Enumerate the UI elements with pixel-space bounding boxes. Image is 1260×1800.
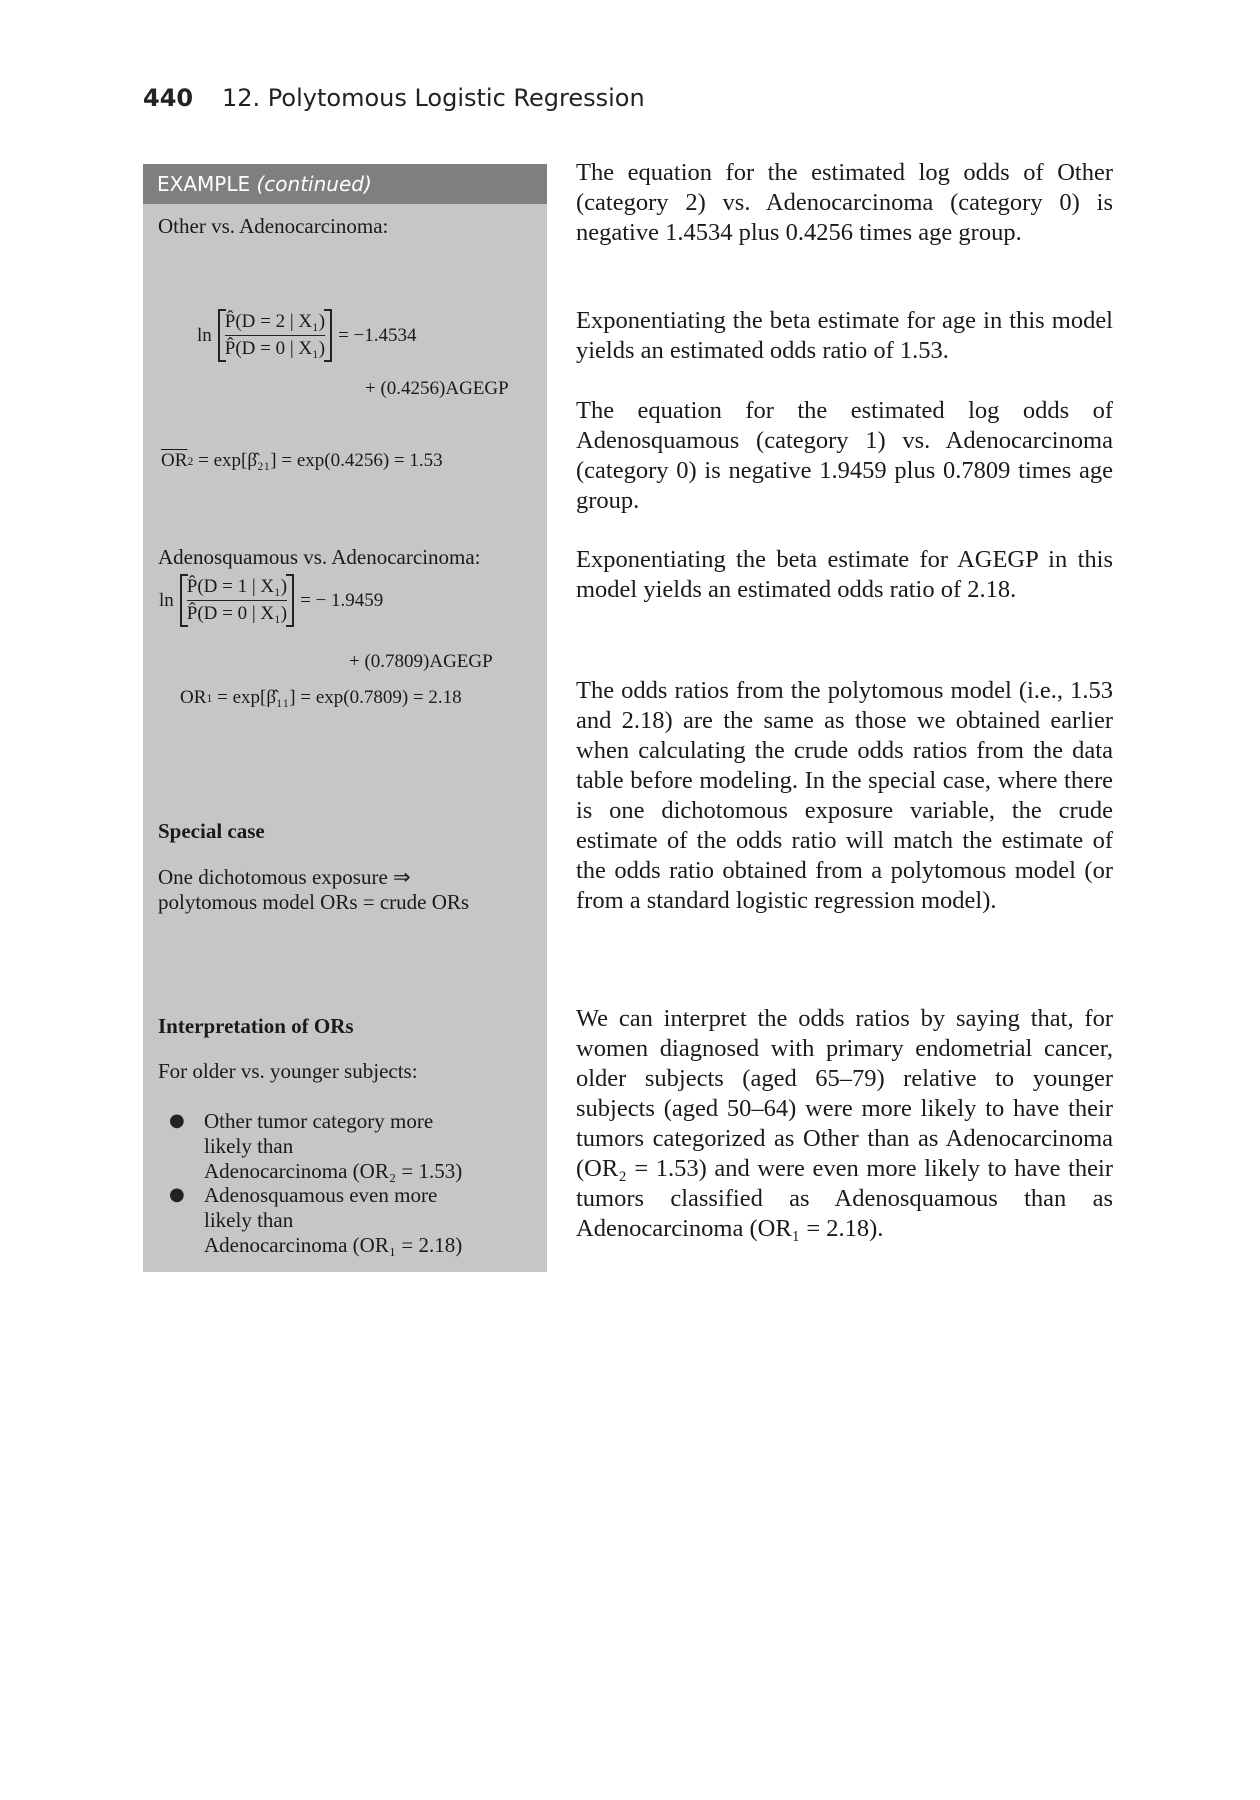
special-line: polytomous model ORs = crude ORs [158, 890, 470, 914]
bullet-icon: ● [169, 1184, 185, 1205]
or2-rest: = exp[β̂₂₁] = exp(0.4256) = 1.53 [198, 450, 443, 471]
special-line: One dichotomous exposure ⇒ [158, 865, 411, 889]
equation-rhs: = − 1.9459 [300, 589, 384, 611]
equation-adenosquamous-continued: + (0.7809)AGEGP [349, 651, 493, 672]
paragraph-text: The equation for the estimated log odds of Other (category 2) vs. Adenocarcinoma (category 0) is negative 1.4534 plus 0.4256 times age group. [576, 159, 1113, 246]
equation-adenosquamous [159, 574, 383, 627]
bullet-line: Adenocarcinoma (OR₂ = 1.53) [204, 1159, 463, 1183]
example-title-suffix: (continued) [256, 172, 372, 196]
other-label: Other vs. Adenocarcinoma: [158, 214, 389, 238]
or2-equation [161, 450, 443, 472]
example-box [143, 164, 547, 1272]
fraction [218, 309, 332, 362]
paragraph-text: The equation for the estimated log odds of Adenosquamous (category 1) vs. Adenocarcinoma (category 0) is negative 1.9459 plus 0.7809 times age group. [576, 397, 1113, 514]
or-symbol: OR [180, 687, 207, 708]
or1-equation [180, 687, 462, 709]
equation-rhs: = −1.4534 [338, 324, 417, 346]
denominator: P̂(D = 0 | X₁) [186, 603, 288, 624]
ln-symbol: ln [197, 324, 212, 346]
interpretation-intro: For older vs. younger subjects: [158, 1059, 418, 1083]
bullet-line: likely than [204, 1208, 294, 1232]
fraction [180, 574, 294, 627]
special-case-heading: Special case [158, 819, 265, 843]
paragraph [576, 306, 1113, 366]
paragraph-text: The odds ratios from the polytomous model (i.e., 1.53 and 2.18) are the same as those we obtained earlier when calculating the crude odds ratios from the data table before modeling. In the special case, where there is one dichotomous exposure variable, the crude estimate of the odds ratio will match the estimate of the odds ratio obtained from a polytomous model (or from a standard logistic regression model). [576, 677, 1113, 914]
numerator: P̂(D = 2 | X₁) [225, 309, 325, 336]
or-subscript: 1 [206, 690, 213, 705]
equation-other [197, 309, 417, 362]
example-title: EXAMPLE [157, 172, 251, 196]
paragraph-text: Exponentiating the beta estimate for AGEGP in this model yields an estimated odds ratio of 2.18. [576, 546, 1113, 603]
or1-rest: = exp[β̂₁₁] = exp(0.7809) = 2.18 [217, 687, 462, 708]
or-subscript: 2 [187, 453, 194, 468]
numerator: P̂(D = 1 | X₁) [187, 574, 287, 601]
bullet-line: Adenosquamous even more [204, 1183, 438, 1207]
paragraph [576, 158, 1113, 248]
ln-symbol: ln [159, 589, 174, 611]
bullet-icon: ● [169, 1110, 185, 1131]
example-box-title [143, 164, 547, 204]
bullet-line: Other tumor category more [204, 1109, 434, 1133]
paragraph-text: We can interpret the odds ratios by saying that, for women diagnosed with primary endometrial cancer, older subjects (aged 65–79) relative to younger subjects (aged 50–64) were more likely to have their tumors categorized as Other than as Adenocarcinoma (OR₂ = 1.53) and were even more likely to have their tumors classified as Adenosquamous than as Adenocarcinoma (OR₁ = 2.18). [576, 1005, 1113, 1242]
bullet-line: likely than [204, 1134, 294, 1158]
paragraph-text: Exponentiating the beta estimate for age in this model yields an estimated odds ratio of 1.53. [576, 307, 1113, 364]
adenosquamous-label: Adenosquamous vs. Adenocarcinoma: [158, 545, 481, 569]
page-number: 440 [143, 84, 194, 112]
paragraph [576, 545, 1113, 605]
denominator: P̂(D = 0 | X₁) [224, 338, 326, 359]
paragraph [576, 676, 1113, 916]
or-symbol: $\overline{OR}$ [161, 450, 188, 471]
paragraph [576, 1004, 1113, 1244]
bullet-line: Adenocarcinoma (OR₁ = 2.18) [204, 1233, 463, 1257]
equation-other-continued: + (0.4256)AGEGP [365, 378, 509, 399]
paragraph [576, 396, 1113, 516]
interpretation-heading: Interpretation of ORs [158, 1014, 354, 1038]
running-head: 12. Polytomous Logistic Regression [222, 84, 645, 112]
